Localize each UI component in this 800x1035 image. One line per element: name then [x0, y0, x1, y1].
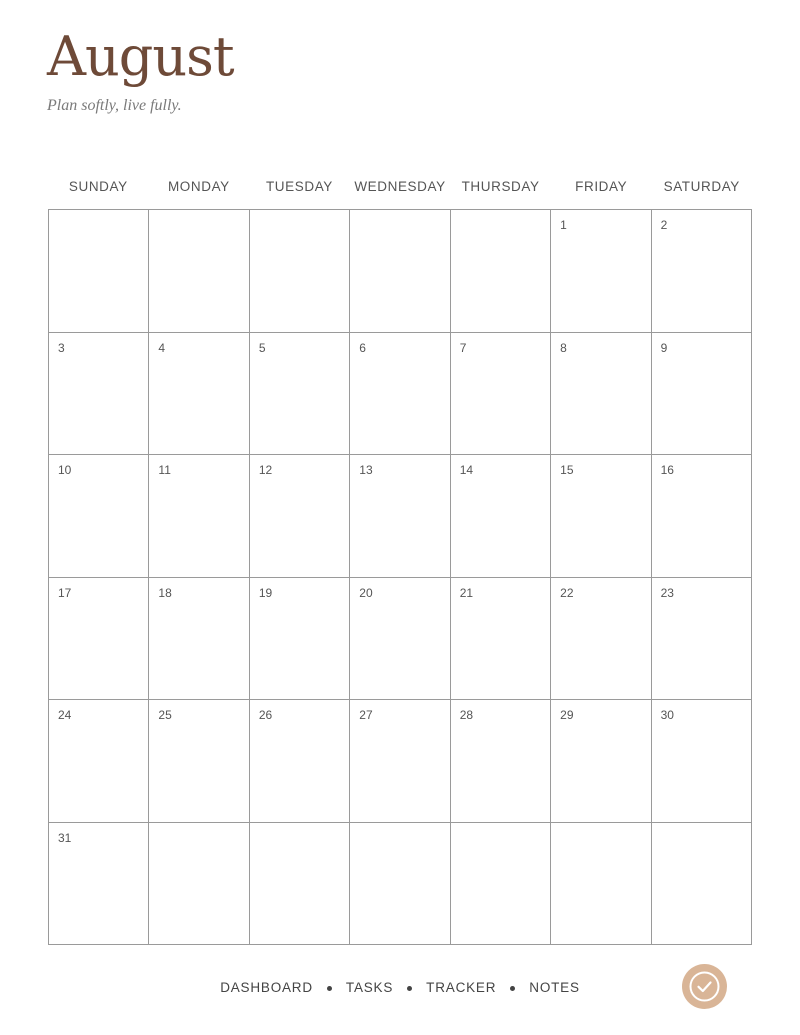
day-number: 2	[660, 218, 668, 232]
day-number: 12	[258, 463, 273, 477]
day-cell[interactable]	[652, 823, 752, 946]
day-number: 9	[660, 340, 668, 355]
nav-separator	[407, 986, 412, 991]
day-cell[interactable]	[451, 333, 551, 456]
day-cell[interactable]	[149, 700, 249, 823]
day-cell[interactable]	[250, 823, 350, 946]
day-cell[interactable]	[149, 823, 249, 946]
day-cell[interactable]	[149, 578, 249, 701]
day-cell[interactable]	[652, 700, 752, 823]
day-cell[interactable]	[149, 455, 249, 578]
day-number: 10	[58, 463, 72, 477]
day-number: 6	[359, 340, 366, 355]
day-number: 11	[158, 463, 171, 477]
nav-link-tasks[interactable]: TASKS	[345, 980, 394, 995]
day-cell[interactable]	[350, 455, 450, 578]
day-cell[interactable]	[551, 823, 651, 946]
weekday-monday: MONDAY	[167, 179, 230, 194]
day-number: 17	[58, 585, 72, 600]
day-number: 3	[58, 340, 65, 355]
day-cell[interactable]	[350, 823, 450, 946]
day-number: 13	[359, 463, 373, 477]
day-cell[interactable]	[149, 333, 249, 456]
day-cell[interactable]	[250, 700, 350, 823]
day-cell[interactable]	[451, 455, 551, 578]
day-cell[interactable]	[350, 333, 450, 456]
nav-separator	[510, 986, 515, 991]
day-number: 16	[660, 463, 674, 477]
day-cell[interactable]	[49, 700, 149, 823]
day-cell[interactable]	[652, 210, 752, 333]
day-cell[interactable]	[250, 455, 350, 578]
day-number: 5	[258, 340, 266, 355]
nav-link-dashboard[interactable]: DASHBOARD	[220, 980, 313, 995]
day-cell[interactable]	[551, 700, 651, 823]
day-cell[interactable]	[149, 210, 249, 333]
nav-link-notes[interactable]: NOTES	[529, 980, 580, 995]
day-number: 29	[560, 708, 574, 722]
day-cell[interactable]	[652, 578, 752, 701]
day-cell[interactable]	[551, 210, 651, 333]
day-cell[interactable]	[551, 455, 651, 578]
day-number: 21	[459, 585, 474, 600]
day-cell[interactable]	[451, 700, 551, 823]
day-cell[interactable]	[350, 210, 450, 333]
day-number: 7	[459, 340, 467, 355]
weekday-sunday: SUNDAY	[68, 179, 128, 194]
day-number: 27	[359, 708, 373, 722]
day-cell[interactable]	[49, 823, 149, 946]
day-cell[interactable]	[451, 210, 551, 333]
day-number: 14	[459, 463, 474, 477]
day-number: 20	[359, 585, 373, 600]
day-cell[interactable]	[49, 578, 149, 701]
day-number: 26	[258, 708, 273, 722]
weekday-thursday: THURSDAY	[461, 179, 540, 194]
day-number: 23	[660, 585, 674, 600]
check-button[interactable]	[682, 964, 727, 1009]
day-number: 18	[158, 585, 172, 600]
day-cell[interactable]	[652, 455, 752, 578]
check-circle-icon	[682, 964, 727, 1009]
day-cell[interactable]	[250, 210, 350, 333]
day-cell[interactable]	[652, 333, 752, 456]
tagline: Plan softly, live fully.	[47, 97, 182, 114]
weekday-saturday: SATURDAY	[663, 179, 740, 194]
day-cell[interactable]	[551, 333, 651, 456]
day-number: 1	[560, 218, 567, 232]
day-cell[interactable]	[49, 333, 149, 456]
weekday-header	[48, 176, 752, 198]
day-number: 8	[560, 340, 567, 355]
nav-separator	[327, 986, 332, 991]
footer-nav	[0, 976, 800, 1000]
day-cell[interactable]	[350, 578, 450, 701]
weekday-friday: FRIDAY	[575, 179, 628, 194]
day-cell[interactable]	[451, 578, 551, 701]
weekday-tuesday: TUESDAY	[265, 179, 333, 194]
day-cell[interactable]	[250, 333, 350, 456]
day-number: 19	[258, 585, 273, 600]
nav-link-tracker[interactable]: TRACKER	[426, 980, 497, 995]
day-cell[interactable]	[451, 823, 551, 946]
weekday-wednesday: WEDNESDAY	[354, 179, 446, 194]
day-cell[interactable]	[49, 210, 149, 333]
day-number: 30	[660, 708, 674, 722]
day-number: 15	[560, 463, 574, 477]
day-cell[interactable]	[551, 578, 651, 701]
page-title: August	[47, 25, 234, 88]
day-number: 28	[459, 708, 474, 722]
calendar-grid	[48, 209, 752, 945]
day-number: 25	[158, 708, 172, 722]
day-number: 24	[58, 708, 72, 722]
day-number: 22	[560, 585, 574, 600]
day-cell[interactable]	[49, 455, 149, 578]
day-cell[interactable]	[350, 700, 450, 823]
day-number: 31	[58, 830, 72, 845]
day-number: 4	[158, 340, 166, 355]
day-cell[interactable]	[250, 578, 350, 701]
